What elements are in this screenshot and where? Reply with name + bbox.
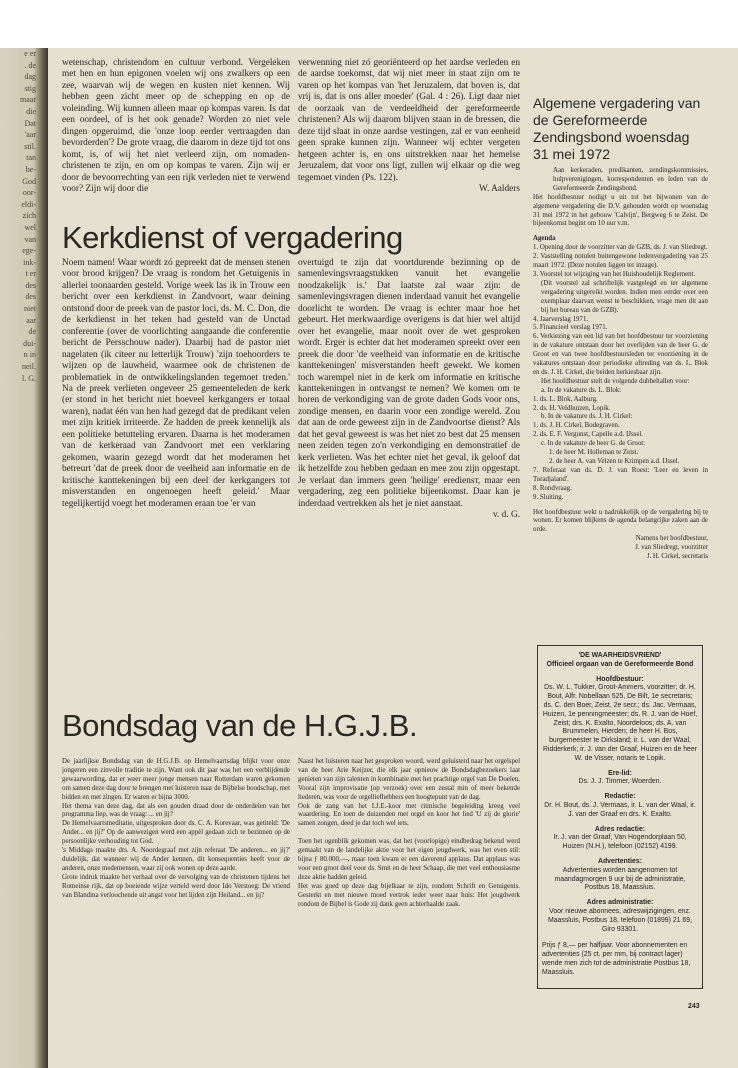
agenda-item: 9. Sluiting. bbox=[533, 493, 564, 501]
cut-off-text-fragment: stig bbox=[24, 83, 36, 93]
colophon-section-heading: Adres redactie: bbox=[594, 825, 646, 833]
top-article-left-column bbox=[62, 58, 290, 218]
cut-off-text-fragment: l. G. bbox=[22, 373, 36, 383]
article-paragraph: Grote indruk maakte het verhaal over de vervolging van de christenen tijdens het Romeinse rijk, dat op boeiende wijze verteld werd door Ido Verstoeg: De vriend van Blandina verloochende uit angst voor het lijden zijn Heiland... en jij? bbox=[62, 873, 290, 899]
agenda-item: 6. Verkiezing van een lid van het hoofdbestuur ter voorziening in de vakature ontstaan door het overlijden van de heer G. de Groot en van twee hoofdbestuursleden ter voorziening in de vakatures ontstaan door periodieke aftreding van ds. L. Blok en ds. J. H. Cirkel, die beiden herkiesbaar zijn. bbox=[533, 333, 708, 376]
signature-line: J. van Sliedregt, voorzitter bbox=[635, 544, 708, 552]
article-paragraph: De jaarlijkse Bondsdag van de H.G.J.B. op Hemelvaartsdag blijkt voor onze jongeren een zinvolle traditie te zijn. Want ook dit jaar was het een verblijdende gewaarwording, dat er weer meer jonge mensen naar Rotterdam waren gekomen om samen deze dag door te brengen met luisteren naar de Bijbelse boodschap, met bidden en met zingen. Er waren er bijna 3000. bbox=[62, 758, 290, 801]
article-signature: W. Aalders bbox=[479, 183, 520, 194]
agenda-item: 5. Financieel verslag 1971. bbox=[533, 324, 608, 332]
cut-off-text-fragment: de bbox=[28, 327, 36, 337]
agenda-item: 4. Jaarverslag 1971. bbox=[533, 315, 589, 323]
cut-off-text-fragment: neil. bbox=[22, 362, 36, 372]
agenda-label: Agenda bbox=[533, 235, 556, 243]
kerkdienst-headline: Kerkdienst of vergadering bbox=[62, 220, 403, 255]
cut-off-text-fragment: Dat bbox=[24, 118, 36, 128]
invitation-text: Het hoofdbestuur nodigt u uit tot het bijwonen van de algemene vergadering die D.V. gehouden wordt op woensdag 31 mei 1972 in het gebouw 'Calvijn', Bergweg 6 te Zeist. De bijeenkomst begint om 10 uur v.m. bbox=[533, 193, 708, 228]
price-text: Prijs ƒ 8,— per halfjaar. Voor abonnementen en advertenties (25 ct. per mm, bij contract lager) wende men zich tot de administratie Postbus 18, Maassluis. bbox=[542, 942, 691, 976]
cut-off-text-fragment: des bbox=[25, 292, 36, 302]
cut-off-text-fragment: tan bbox=[26, 153, 36, 163]
kerkdienst-left-column bbox=[62, 258, 290, 706]
cut-off-text-fragment: aar bbox=[26, 315, 36, 325]
previous-page-edge bbox=[0, 48, 48, 1068]
colophon-section-text: Advertenties worden aangenomen tot maandagmorgen 9 uur bij de administratie, Postbus 18, Maassluis. bbox=[554, 866, 686, 892]
cut-off-text-fragment: ink- bbox=[23, 257, 36, 267]
top-article bbox=[62, 58, 520, 218]
agenda-item: 8. Rondvraag. bbox=[533, 484, 572, 492]
colophon-subtitle: Officieel orgaan van de Gereformeerde Bond bbox=[546, 660, 694, 668]
kerkdienst-right-column bbox=[298, 258, 520, 706]
colophon-sections bbox=[542, 676, 698, 935]
article-signature: v. d. G. bbox=[492, 509, 520, 520]
agenda-item: c. In de vakature de heer G. de Groot: bbox=[541, 440, 646, 448]
cut-off-text-fragment: dag bbox=[24, 72, 36, 82]
main-columns bbox=[62, 58, 520, 910]
cut-off-text-fragment: niet bbox=[24, 304, 36, 314]
cut-off-text-fragment: zich bbox=[22, 211, 36, 221]
cut-off-text-fragment: eldi- bbox=[21, 199, 36, 209]
algemene-vergadering-headline: Algemene vergadering van de Gereformeerde Zendingsbond woensdag 31 mei 1972 bbox=[533, 95, 701, 162]
address-line: Aan kerkeraden, predikanten, zendingskommissies, hulpverenigingen, korrespondenten en leden van de Gereformeerde Zendingsbond. bbox=[553, 167, 708, 192]
article-text: wetenschap, christendom en cultuur verbond. Vergeleken met hen en hun epigonen voelen wij ons zwalkers op een zee, waarvan wij de wegen en kusten niet kennen. Wij hebben geen zicht meer op de schepping en op de voleinding. Wij kunnen alleen maar op kompas varen. Is dat een oordeel, of is het ook genade? Worden zo niet vele dingen opgeruimd, die 'onze loop eerder vertraagden dan bevorderden'? De grote vraag, die daarom in deze tijd tot ons komt, is, of wij het niet verleerd zijn, om nomaden-christenen te zijn, en om op kompas te varen. Zijn wij er door de bevoorrechting van een rijk verleden niet te verwend voor? Zijn wij door die bbox=[62, 58, 290, 194]
bondsdag-headline: Bondsdag van de H.G.J.B. bbox=[62, 708, 418, 743]
colophon-box bbox=[537, 645, 703, 989]
bondsdag-article bbox=[62, 758, 520, 910]
colophon-section-text: Voor nieuwe abonnees, adreswijzigingen, enz. Maassluis, Postbus 18, telefoon (01899) 21 69, Giro 93301. bbox=[547, 907, 693, 933]
cut-off-text-fragment: oor- bbox=[22, 188, 36, 198]
cut-off-text-fragment: be- bbox=[25, 164, 36, 174]
bondsdag-left-column bbox=[62, 758, 290, 910]
cut-off-text-fragment: maar bbox=[20, 95, 36, 105]
article-text: verwenning niet zó georiënteerd op het aardse verleden en de aardse toekomst, dat wij niet meer in staat zijn om te varen op het kompas van 'het Jeruzalem, dat boven is, dat vrij is, dat is ons aller moeder' (Gal. 4 : 26). Ligt daar niet de oorzaak van de verdeeldheid der gereformeerde christenen? Als wij daarom blijven staan in de bressen, die deze tijd slaat in onze aardse vestingen, zal er van eenheid geen sprake kunnen zijn. Wanneer wij echter vergeten hetgeen achter is, en ons uitstrekken naar het hemelse Jeruzalem, dat voor ons ligt, zullen wij elkaar op die weg tegemoet vinden (Ps. 122). bbox=[298, 58, 520, 183]
agenda-item: 2. ds. E. F. Vergunst, Capelle a.d. IJssel. bbox=[533, 431, 644, 439]
algemene-vergadering-body bbox=[533, 167, 708, 637]
colophon-section-heading: Hoofdbestuur: bbox=[596, 675, 644, 683]
agenda-item: 1. ds. L. Blok, Aalburg. bbox=[533, 395, 598, 403]
kerkdienst-article bbox=[62, 258, 520, 706]
article-paragraph: Ook de zang van het I.J.E.-koor met ritmische begeleiding kreeg veel waardering. En toen de duizenden met orgel en koor het lied 'U zij de glorie' samen zongen, deed je dat toch wel iets. bbox=[298, 802, 520, 828]
closing-text: Het hoofdbestuur wekt u nadrukkelijk op de vergadering bij te wonen. Er komen blijkens de agenda belangrijke zaken aan de orde. bbox=[533, 508, 708, 534]
agenda-item: 2. de heer A. van Velzen te Krimpen a.d. IJssel. bbox=[549, 458, 680, 465]
colophon-section-text: Ds. W. L. Tukker, Groot-Ammers, voorzitter; dr. H. Bout, Alfr. Nobellaan 525, De Bilt, 1e secretaris; ds. C. den Boer, Zeist, 2e secr.; ds. Jac. Vermaas, Huizen, 1e penningmeester; ds. R. J. van de Hoef, Zeist; drs. K. Exalto, Noordeloos; ds. A. van Brummelen, Hierden; de heer H. Bos, burgemeester te Dirksland; ir. L. van der Waal, Ridderkerk; ir. J. van der Graaf, Huizen en de heer W. de Visser, notaris te Lopik. bbox=[542, 684, 698, 762]
cut-off-text-fragment: God bbox=[22, 176, 36, 186]
colophon-section-heading: Redactie: bbox=[604, 793, 636, 801]
agenda-item: 1. ds. J. H. Cirkel, Bodegraven. bbox=[533, 422, 620, 430]
cut-off-text-fragment: van bbox=[24, 234, 36, 244]
article-paragraph: De Hemelvaartsmeditatie, uitgesproken door ds. C. A. Korevaar, was getiteld: 'De Ander... en jij?' Op de aanwezigen werd een appèl gedaan zich te bezinnen op de persoonlijke verhouding tot God. bbox=[62, 820, 290, 846]
cut-off-text-fragment: . de bbox=[24, 60, 36, 70]
agenda-item: 2. ds. H. Veldhuizen, Lopik. bbox=[533, 404, 611, 412]
agenda-item: 7. Referaat van ds. D. J. van Roest: 'Leer en leven in Toradjaland'. bbox=[533, 466, 708, 483]
article-paragraph: Het thema van deze dag, dat als een gouden draad door de onderdelen van het programma liep, was de vraag: ... en jij? bbox=[62, 802, 290, 819]
agenda-list bbox=[533, 244, 708, 502]
cut-off-text-fragment: n in bbox=[23, 350, 36, 360]
colophon-section-text: Dr. H. Bout, ds. J. Vermaas, ir. L. van der Waal, ir. J. van der Graaf en drs. K. Exalto. bbox=[544, 801, 696, 818]
colophon-section-text: Ds. J. J. Timmer, Woerden. bbox=[578, 778, 662, 786]
article-paragraph: Toen het ogenblik gekomen was, dat het (voorlopige) eindbedrag bekend werd gemaakt van de landelijke aktie voor het eigen jeugdwerk, was het even stil: bijna ƒ 80.000,—, maar toen kwam er een daverend applaus. Dat applaus was voor een groot deel voor ds. Smit en de heer Schaap, die met veel enthousiasme deze aktie hadden geleid. bbox=[298, 838, 520, 881]
colophon-section-heading: Adres administratie: bbox=[586, 899, 654, 907]
cut-off-text-fragment: dui- bbox=[23, 338, 36, 348]
cut-off-text-fragment: e er bbox=[24, 49, 36, 58]
page-number: 243 bbox=[688, 1003, 700, 1010]
article-paragraph: Naast het luisteren naar het gesproken woord, werd geluisterd naar het orgelspel van de heer Arie Keijzer, die elk jaar opnieuw de Bondsdagbezoekers laat genieten van zijn talenten in kombinatie met het prachtige orgel van De Doelen. Vooral zijn improvisatie (op verzoek) over een zestal min of meer bekende liederen, was voor de orgelliefhebbers een hoogtepunt van de dag. bbox=[298, 758, 520, 801]
agenda-item: 1. de heer M. Holleman te Zeist. bbox=[549, 449, 639, 457]
agenda-item: a. In de vakature ds. L. Blok: bbox=[541, 386, 622, 394]
agenda-item: (Dit voorstel zal schriftelijk vastgelegd en ter algemene vergadering uitgereikt worden. Indien men eerder over een exemplaar daarvan wenst te beschikken, vrage men dit aan bij het bureau van de GZB). bbox=[541, 279, 708, 314]
colophon-title: 'DE WAARHEIDSVRIEND' bbox=[578, 652, 662, 659]
agenda-item: 2. Vaststelling notulen buitengewone ledenvergadering van 25 maart 1972. (Deze notulen liggen ter inzage). bbox=[533, 253, 708, 270]
signature-line: J. H. Cirkel, secretaris bbox=[646, 553, 708, 561]
cut-off-text-fragment: wel bbox=[24, 222, 36, 232]
agenda-item: b. In de vakature ds. J. H. Cirkel: bbox=[541, 413, 633, 421]
agenda-item: Het hoofdbestuur stelt de volgende dubbeltallen voor: bbox=[541, 377, 690, 385]
cut-off-text-fragment: ege- bbox=[22, 246, 36, 256]
colophon-section-heading: Ere-lid: bbox=[608, 769, 632, 777]
cut-off-text-fragment: t er bbox=[25, 269, 36, 279]
article-paragraph: Het was goed op deze dag bijelkaar te zijn, rondom Schrift en Getuigenis. Gesterkt en met nieuwe moed vertrok ieder weer naar huis: Het jeugdwerk rondom de Bijbel is Gode zij dank geen achterhaalde zaak. bbox=[298, 882, 520, 908]
cut-off-text-fragment: 'aar bbox=[24, 130, 36, 140]
right-column bbox=[533, 95, 708, 989]
article-text: overtuigd te zijn dat voortdurende bezinning op de samenlevingsvraagstukken vanuit het evangelie noodzakelijk is.' Dat laatste zal waar zijn: de samenlevingsvragen dienen inderdaad vanuit het evangelie doorlicht te worden. De vraag is echter maar hoe het gebeurt. Het merkwaardige overigens is dat hier wel altijd over het evangelie, maar nooit over de wet gesproken wordt. Erger is echter dat het moderamen spreekt over een preek die door 'de veelheid van informatie en de kritische kanttekeningen' misverstanden heeft gewekt. We komen toch warempel niet in de kerk om informatie en kritische kanttekeningen in ontvangst te nemen? We komen om te horen de verkondiging van de grote daden Gods voor ons, zondige mensen, en daarin voor een zondige wereld. Zou dat aan de orde geweest zijn in de Zandvoortse dienst? Als dat het geval geweest is was het niet zo best dat 25 mensen neen zeiden tegen zo'n verkondiging en demonstratief de kerk verlieten. Was het echter niet het geval, ik geloof dat ik hetzelfde zou hebben gedaan en mee zou zijn opgestapt. Je verlaat dan immers geen 'heilige' erediensт, maar een vergadering, zeg een politieke bijeenkomst. Daar kan je inderdaad vertrekken als het je niet aanstaat. bbox=[298, 258, 520, 509]
signature-line: Namens het hoofdbestuur, bbox=[635, 535, 708, 543]
cut-off-text-fragment: des bbox=[25, 280, 36, 290]
agenda-item: 1. Opening door de voorzitter van de GZB, ds. J. van Sliedregt. bbox=[533, 244, 708, 252]
colophon-section-heading: Advertenties: bbox=[597, 857, 643, 865]
top-article-right-column bbox=[298, 58, 520, 218]
cut-off-text-fragment: die bbox=[26, 106, 36, 116]
article-text: Noem namen! Waar wordt zó gepreekt dat de mensen stenen voor brood krijgen? De vraag is rondom het Getuigenis in allerlei toonaarden gesteld. Vorige week las ik in Trouw een bericht over een kerkdienst in Zandvoort, waar deining ontstond door de preek van de pastor loci, ds. M. C. Don, die de kerkdienst in het teken had gesteld van de Unctad conferentie (over de voorlichting aangaande die conferentie bericht de Persschouw nader). Daarbij had de pastor niet nagelaten (ik citeer nu letterlijk Trouw) 'zijn toehoorders te wijzen op de lauwheid, waarmee ook de christenen de problematiek in de ontwikkelingslanden tegemoet treden.' Na de preek verlieten ongeveer 25 gemeenteleden de kerk (er stond in het bericht niet hoeveel kerkgangers er totaal waren), nadat één van hen had gezegd dat de predikant velen met zijn kritiek irriteerde. Ze hadden de preek kennelijk als een politieke betutteling ervaren. Daarna is het moderamen van de kerkeraad van Zandvoort met een verklaring gekomen, waarin gezegd wordt dat het moderamen het betreurt 'dat de preek door de veelheid aan informatie en de kritische kanttekeningen bij een deel der kerkgangers tot misverstanden en ongenoegen heeft geleid.' Maar tegelijkertijd voegt het moderamen eraan toe 'er van bbox=[62, 258, 290, 509]
bondsdag-right-column bbox=[298, 758, 520, 910]
article-paragraph: 's Middags maakte drs. A. Noordegraaf met zijn referaat 'De anderen... en jij?' duidelijk, dat wanneer wij de Ander kennen, dit konsequenties heeft voor de anderen, onze medemensen, waar zij ook wonen op deze aarde. bbox=[62, 847, 290, 872]
agenda-item: 3. Voorstel tot wijziging van het Huishoudelijk Reglement. bbox=[533, 270, 696, 278]
cut-off-text-fragment: stil. bbox=[24, 141, 36, 151]
colophon-section-text: Ir. J. van der Graaf, Van Hogendorplaan 50, Huizen (N.H.), telefoon (02152) 4199. bbox=[553, 834, 687, 851]
